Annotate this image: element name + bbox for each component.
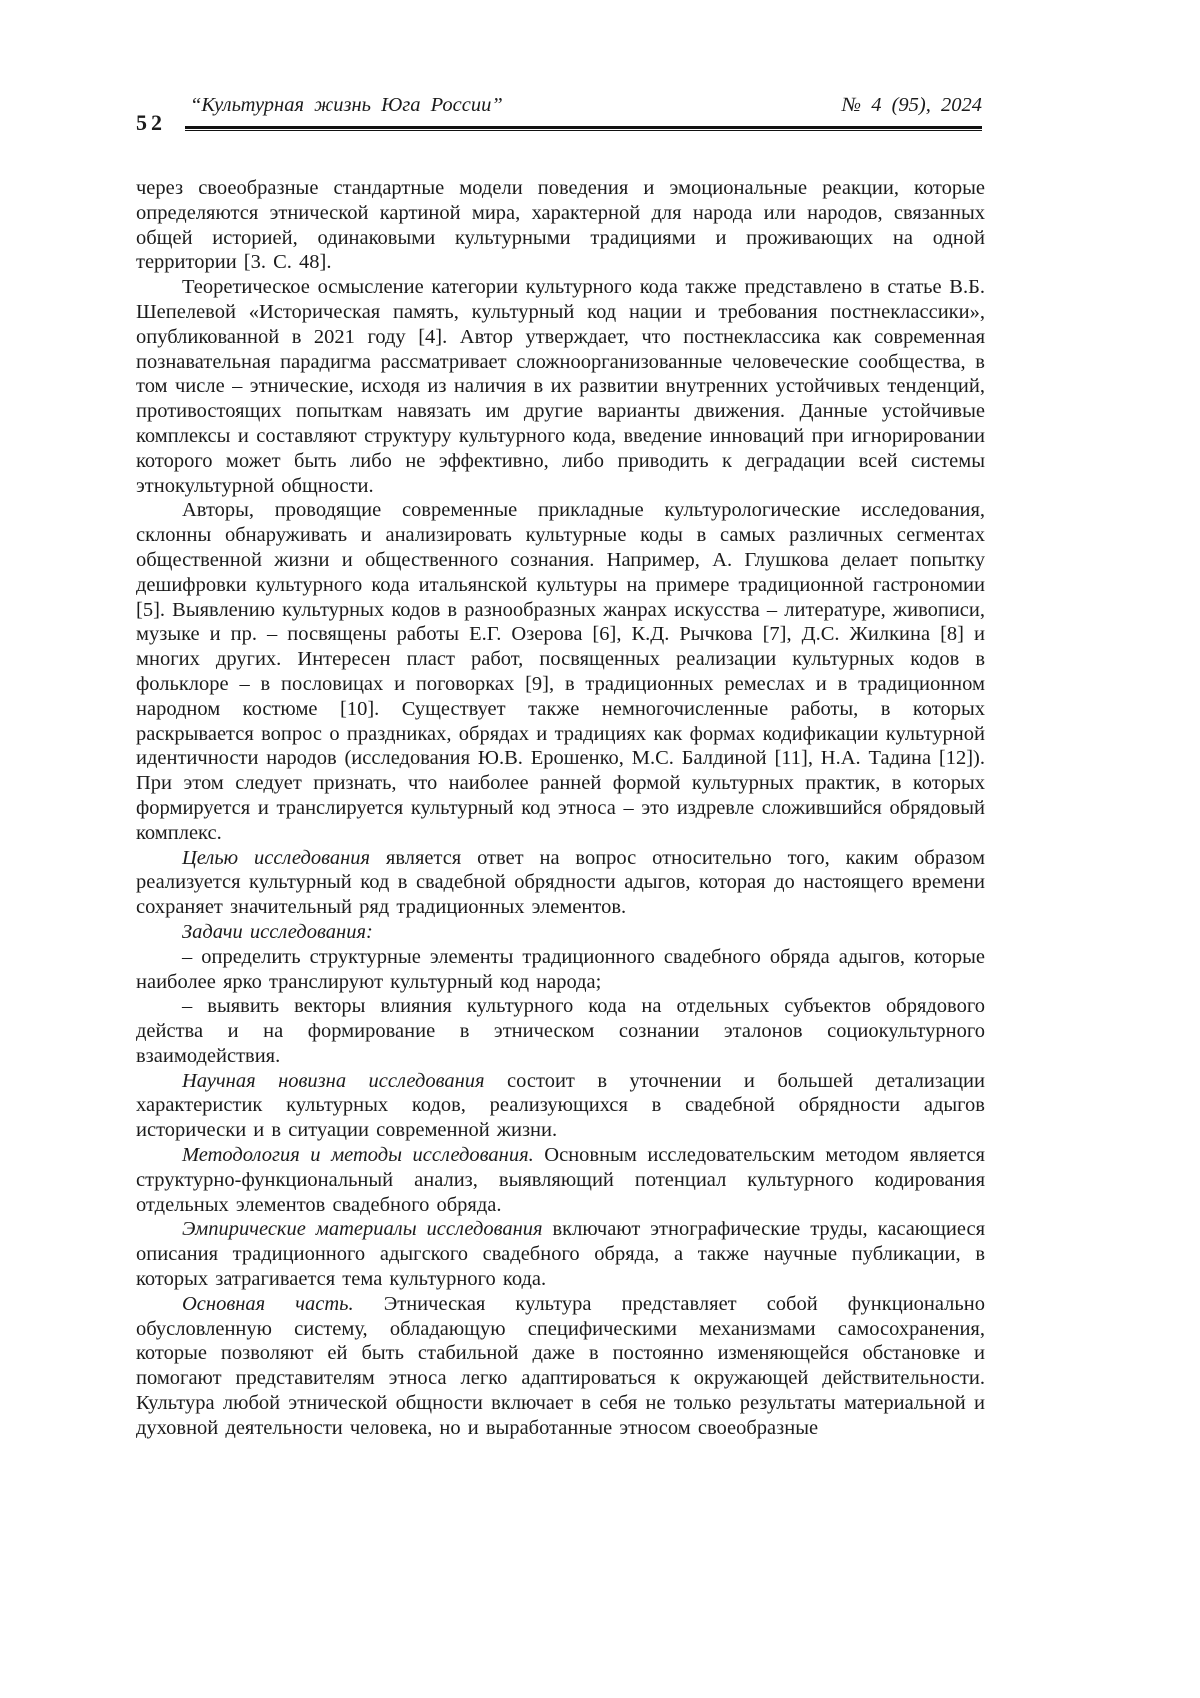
paragraph: Эмпирические материалы исследования включают этнографические труды, касающиеся описания традиционного адыгского свадебного обряда, а также научные публикации, в которых затрагивается тема культурного кода. — [136, 1218, 985, 1291]
paragraph: Научная новизна исследования состоит в уточнении и большей детализации характеристик культурных кодов, реализующихся в свадебной обрядности адыгов исторически и в ситуации современной жизни. — [136, 1069, 985, 1142]
paragraph-lead-italic: Основная часть. — [182, 1292, 354, 1315]
running-head — [190, 94, 982, 117]
paragraph-lead-italic: Методология и методы исследования. — [182, 1144, 534, 1167]
journal-title: “Культурная жизнь Юга России” — [190, 94, 503, 116]
paragraph — [136, 920, 985, 945]
paragraph: – выявить векторы влияния культурного кода на отдельных субъектов обрядового действа и на формирование в этническом сознании эталонов социокультурного взаимодействия. — [136, 995, 985, 1067]
paragraph: Основная часть. Этническая культура представляет собой функционально обусловленную систему, обладающую специфическими механизмами самосохранения, которые позволяют ей быть стабильной даже в постоянно изменяющейся обстановке и помогают представителям этноса легко адаптироваться к окружающей действительности. Культура любой этнической общности включает в себя не только результаты материальной и духовной деятельности человека, но и выработанные этносом своеобразные — [136, 1292, 985, 1439]
issue-info: № 4 (95), 2024 — [841, 94, 982, 116]
paragraph-lead-italic: Научная новизна исследования — [182, 1069, 485, 1092]
paragraph: через своеобразные стандартные модели поведения и эмоциональные реакции, которые определяются этнической картиной мира, характерной для народа или народов, связанных общей историей, одинаковыми культурными традициями и проживающих на одной территории [3. С. 48]. — [136, 177, 985, 274]
paragraph: Целью исследования является ответ на вопрос относительно того, каким образом реализуется культурный код в свадебной обрядности адыгов, которая до настоящего времени сохраняет значительный ряд традиционных элементов. — [136, 846, 985, 919]
paragraph: Методология и методы исследования. Основным исследовательским методом является структурно-функциональный анализ, выявляющий потенциал культурного кодирования отдельных элементов свадебного обряда. — [136, 1144, 985, 1216]
page-number: 52 — [136, 110, 166, 135]
header-rule — [185, 126, 982, 131]
paragraph-lead-italic: Целью исследования — [182, 846, 371, 869]
article-body — [136, 176, 985, 1441]
paragraph: – определить структурные элементы традиционного свадебного обряда адыгов, которые наиболее ярко транслируют культурный код народа; — [136, 945, 985, 993]
paragraph-lead-italic: Эмпирические материалы исследования — [182, 1218, 543, 1241]
paragraph: Авторы, проводящие современные прикладные культурологические исследования, склонны обнаруживать и анализировать культурные коды в самых различных сегментах общественной жизни и общественного сознания. Например, А. Глушкова делает попытку дешифровки культурного кода итальянской культуры на примере традиционной гастрономии [5]. Выявлению культурных кодов в разнообразных жанрах искусства – литературе, живописи, музыке и пр. – посвящены работы Е.Г. Озерова [6], К.Д. Рычкова [7], Д.С. Жилкина [8] и многих других. Интересен пласт работ, посвященных реализации культурных кодов в фольклоре – в пословицах и поговорках [9], в традиционных ремеслах и в традиционном народном костюме [10]. Существует также немногочисленные работы, в которых раскрывается вопрос о праздниках, обрядах и традициях как формах кодификации культурной идентичности народов (исследования Ю.В. Ерошенко, М.С. Балдиной [11], Н.А. Тадина [12]). При этом следует признать, что наиболее ранней формой культурных практик, в которых формируется и транслируется культурный код этноса – это издревле сложившийся обрядовый комплекс. — [136, 499, 985, 844]
paragraph-lead-italic: Задачи исследования: — [182, 920, 373, 943]
paragraph: Теоретическое осмысление категории культурного кода также представлено в статье В.Б. Шепелевой «Историческая память, культурный код нации и требования постнеклассики», опубликованной в 2021 году [4]. Автор утверждает, что постнеклассика как современная познавательная парадигма рассматривает сложноорганизованные человеческие сообщества, в том числе – этнические, исходя из наличия в их развитии внутренних устойчивых тенденций, противостоящих попыткам навязать им другие варианты движения. Данные устойчивые комплексы и составляют структуру культурного кода, введение инноваций при игнорировании которого может быть либо не эффективно, либо приводить к деградации всей системы этнокультурной общности. — [136, 276, 985, 497]
